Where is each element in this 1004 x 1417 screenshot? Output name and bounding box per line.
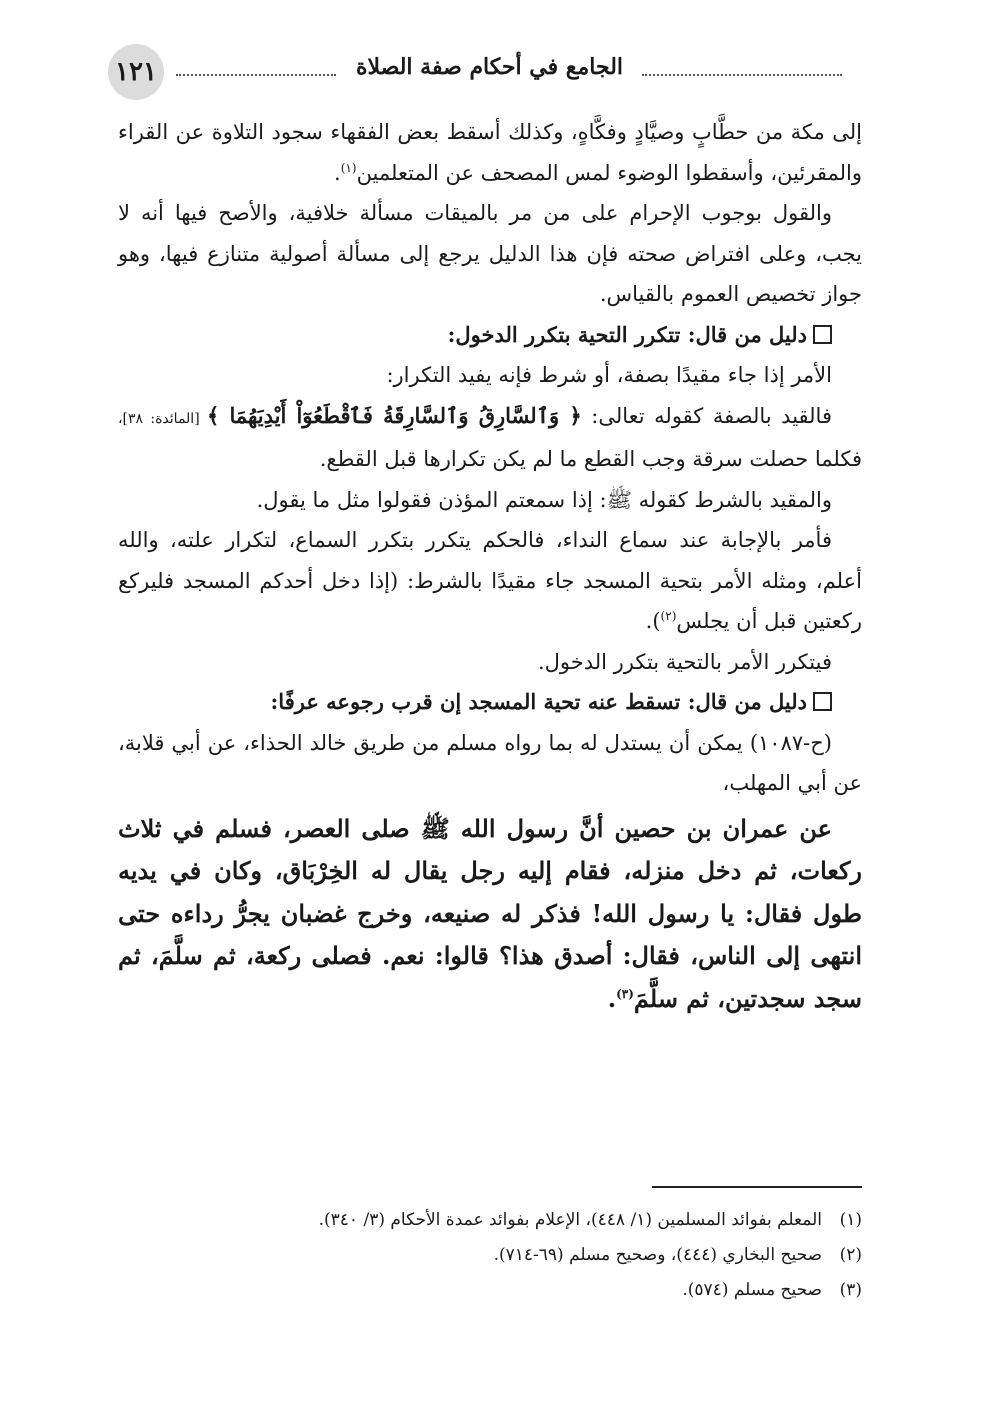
page-number-badge	[108, 44, 164, 100]
footnote-separator	[652, 1186, 862, 1188]
paragraph: إلى مكة من حطَّابٍ وصيَّادٍ وفكَّاهٍ، وكذلك أسقط بعض الفقهاء سجود التلاوة عن القراء والمقرئين، وأسقطوا الوضوء لمس المصحف عن المتعلمين$^{(١)}$.	[118, 120, 862, 185]
header-dotted-leader-left	[176, 74, 336, 76]
section-heading: دليل من قال: تسقط عنه تحية المسجد إن قرب رجوعه عرفًا:	[118, 682, 862, 723]
quran-verse: ﴿ وَٱلسَّارِقُ وَٱلسَّارِقَةُ فَٱقْطَعُوٓاْ أَيْدِيَهُمَا ﴾	[207, 402, 582, 428]
footnote: (١)المعلم بفوائد المسلمين (١/ ٤٤٨)، الإعلام بفوائد عمدة الأحكام (٣/ ٣٤٠).	[318, 1210, 862, 1230]
paragraph: فأمر بالإجابة عند سماع النداء، فالحكم يتكرر بتكرر السماع، لتكرار علته، والله أعلم، ومثله الأمر بتحية المسجد جاء مقيدًا بالشرط: (إذا دخل أحدكم المسجد فليركع ركعتين قبل أن يجلس$^{(٢)}$).	[118, 528, 862, 633]
checkbox-square-icon	[813, 692, 832, 711]
footnote: (٣)صحيح مسلم (٥٧٤).	[682, 1280, 862, 1300]
paragraph: فالقيد بالصفة كقوله تعالى: ﴿ وَٱلسَّارِقُ وَٱلسَّارِقَةُ فَٱقْطَعُوٓاْ أَيْدِيَهُمَا ﴾ [المائدة: ٣٨]، فكلما حصلت سرقة وجب القطع ما لم يكن تكرارها قبل القطع.	[118, 402, 862, 471]
verse-source: [المائدة: ٣٨]،	[118, 410, 207, 427]
paragraph: والمقيد بالشرط كقوله ﷺ: إذا سمعتم المؤذن فقولوا مثل ما يقول.	[256, 487, 832, 512]
footnote-ref: (١)	[340, 160, 357, 175]
hadith-text: عن عمران بن حصين أنَّ رسول الله ﷺ صلى العصر، فسلم في ثلاث ركعات، ثم دخل منزله، فقام إليه رجل يقال له الخِرْبَاق، وكان في يديه طول فقال: يا رسول الله! فذكر له صنيعه، وخرج غضبان يجرُّ رداءه حتى انتهى إلى الناس، فقال: أصدق هذا؟ قالوا: نعم. فصلى ركعة، ثم سلَّمَ، ثم سجد سجدتين، ثم سلَّمَ$^{(٣)}$.	[118, 813, 862, 1013]
section-heading: دليل من قال: تتكرر التحية بتكرر الدخول:	[118, 315, 862, 356]
paragraph: والقول بوجوب الإحرام على من مر بالميقات مسألة خلافية، والأصح فيها أنه لا يجب، وعلى افتراض صحته فإن هذا الدليل يرجع إلى مسألة أصولية متنازع فيها، وهو جواز تخصيص العموم بالقياس.	[118, 201, 862, 306]
footnotes	[118, 1203, 862, 1308]
paragraph: الأمر إذا جاء مقيدًا بصفة، أو شرط فإنه يفيد التكرار:	[386, 363, 832, 387]
footnote-ref: (٢)	[660, 609, 677, 623]
footnote: (٢)صحيح البخاري (٤٤٤)، وصحيح مسلم (٦٩-٧١٤).	[493, 1245, 862, 1265]
footnote-ref: (٣)	[616, 986, 634, 1001]
checkbox-square-icon	[813, 325, 832, 344]
paragraph: فيتكرر الأمر بالتحية بتكرر الدخول.	[537, 649, 832, 674]
paragraph: (ح-١٠٨٧) يمكن أن يستدل له بما رواه مسلم من طريق خالد الحذاء، عن أبي قلابة، عن أبي المهلب،	[118, 730, 862, 795]
running-header-title: الجامع في أحكام صفة الصلاة	[355, 54, 624, 80]
header-dotted-leader-right	[642, 74, 842, 76]
main-text	[118, 112, 862, 1020]
page-number: ١٢١	[115, 57, 157, 87]
